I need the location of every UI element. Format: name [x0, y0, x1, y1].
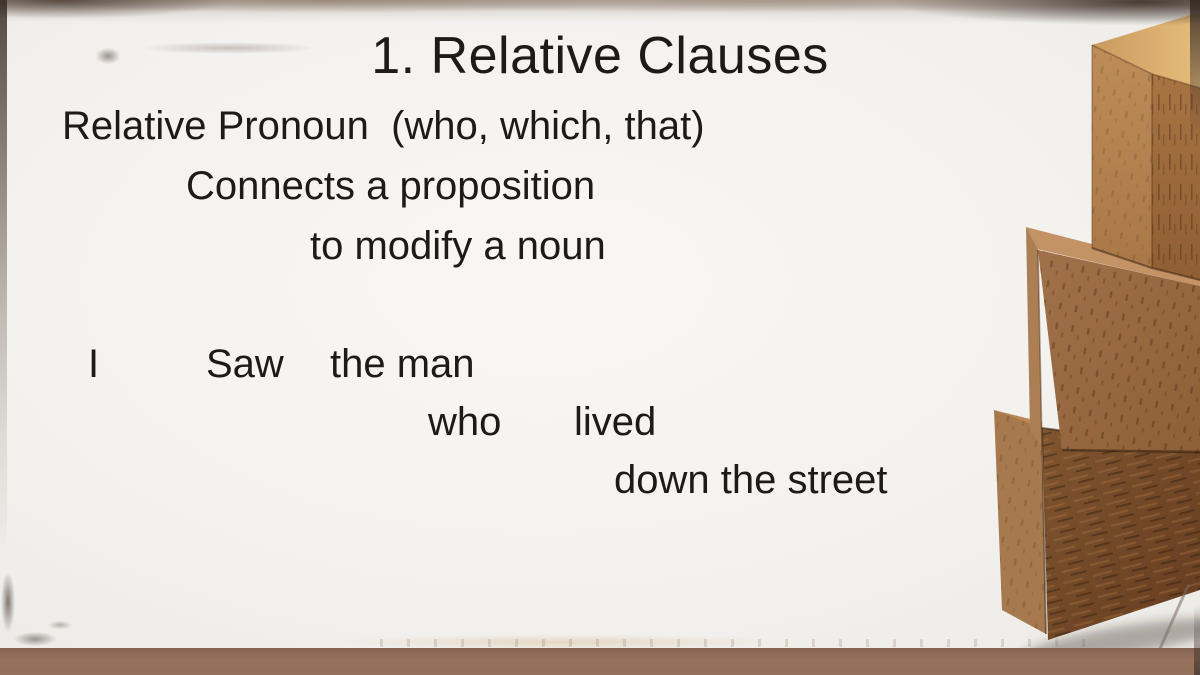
definition-line-2: Connects a proposition — [186, 164, 596, 208]
example-subject: I — [88, 342, 100, 386]
example-clause-phrase: down the street — [614, 458, 888, 502]
wooden-blocks-illustration — [980, 0, 1200, 660]
frame-bottom-tint — [280, 629, 840, 651]
frame-bottomleft-marks — [0, 547, 90, 657]
page-title: 1. Relative Clauses — [371, 27, 829, 85]
example-object: the man — [330, 342, 475, 386]
wooden-block-top — [1092, 12, 1200, 280]
definition-line-3: to modify a noun — [310, 224, 606, 268]
example-verb: Saw — [206, 342, 284, 386]
example-clause-verb: lived — [574, 400, 657, 444]
definition-line-1: Relative Pronoun (who, which, that) — [62, 104, 705, 148]
example-relative-pronoun: who — [428, 400, 502, 444]
